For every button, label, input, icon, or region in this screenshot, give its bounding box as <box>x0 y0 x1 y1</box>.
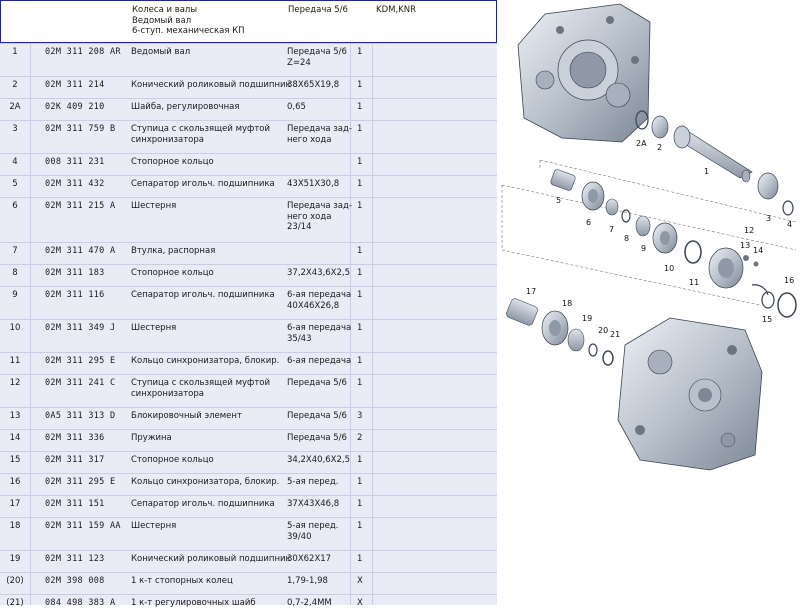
callout-label: 1 <box>704 167 710 176</box>
description-cell: Кольцо синхронизатора, блокир. <box>131 356 280 366</box>
note-cell: 30X62X17 <box>287 554 332 564</box>
part-number-cell: 02M 398 008 <box>45 576 105 586</box>
position-cell: 4 <box>12 157 18 167</box>
sleeve-icon <box>758 173 778 199</box>
header-description <box>132 5 245 37</box>
quantity-cell: 1 <box>357 47 363 57</box>
table-row <box>0 175 497 197</box>
description-cell: Сепаратор игольч. подшипника <box>131 290 275 300</box>
position-cell: (21) <box>6 598 24 608</box>
part-number-cell: 02M 311 470 A <box>45 246 116 256</box>
header-model: KDM,KNR <box>376 5 416 15</box>
lower-housing <box>618 318 762 470</box>
table-row <box>0 98 497 120</box>
table-row <box>0 451 497 473</box>
table-row <box>0 153 497 175</box>
quantity-cell: 1 <box>357 268 363 278</box>
position-cell: 8 <box>12 268 18 278</box>
callout-label: 18 <box>562 299 573 308</box>
quantity-cell: 1 <box>357 124 363 134</box>
part-number-cell: 02M 311 116 <box>45 290 105 300</box>
table-row <box>0 594 497 616</box>
table-row <box>0 572 497 594</box>
exploded-view-diagram <box>500 0 800 605</box>
quantity-cell: 1 <box>357 554 363 564</box>
callout-label: 4 <box>787 220 793 229</box>
table-row <box>0 495 497 517</box>
position-cell: 6 <box>12 201 18 211</box>
position-cell: 9 <box>12 290 18 300</box>
note-cell: Передача 5/6 <box>287 433 347 443</box>
quantity-cell: 2 <box>357 433 363 443</box>
position-cell: 19 <box>9 554 21 564</box>
bearing-icon <box>652 116 668 138</box>
callout-label: 15 <box>762 315 773 324</box>
note-cell: 5-ая перед. 39/40 <box>287 521 339 542</box>
note-cell: Передача 5/6 <box>287 411 347 421</box>
part-number-cell: 02M 311 295 E <box>45 356 116 366</box>
table-row <box>0 242 497 264</box>
callout-label: 8 <box>624 234 630 243</box>
note-cell: 34,2X40,6X2,5 <box>287 455 351 465</box>
table-row <box>0 286 497 319</box>
part-number-cell: 02M 311 123 <box>45 554 105 564</box>
callout-label: 14 <box>753 246 764 255</box>
quantity-cell: 1 <box>357 179 363 189</box>
callout-label: 9 <box>641 244 647 253</box>
position-cell: 11 <box>9 356 21 366</box>
callout-label: 7 <box>609 225 615 234</box>
table-row <box>0 517 497 550</box>
note-cell: 6-ая передача 35/43 <box>287 323 352 344</box>
table-body <box>0 43 497 608</box>
callout-label: 10 <box>664 264 675 273</box>
part-number-cell: 02M 311 215 A <box>45 201 116 211</box>
callout-label: 16 <box>784 276 795 285</box>
table-row <box>0 429 497 451</box>
quantity-cell: 1 <box>357 102 363 112</box>
table-row <box>0 374 497 407</box>
header-line-1: Колеса и валы <box>132 5 198 15</box>
note-cell: Передача зад- него хода 23/14 <box>287 201 352 232</box>
description-cell: Стопорное кольцо <box>131 455 214 465</box>
description-cell: Кольцо синхронизатора, блокир. <box>131 477 280 487</box>
table-row <box>0 264 497 286</box>
part-number-cell: 02M 311 295 E <box>45 477 116 487</box>
output-shaft <box>674 126 752 182</box>
part-number-cell: 02M 311 317 <box>45 455 105 465</box>
position-cell: 13 <box>9 411 21 421</box>
description-cell: Конический роликовый подшипник <box>131 80 291 90</box>
part-number-cell: 02M 311 151 <box>45 499 105 509</box>
callout-label: 21 <box>610 330 621 339</box>
header-note: Передача 5/6 <box>288 5 348 15</box>
description-cell: Ведомый вал <box>131 47 191 57</box>
quantity-cell: 1 <box>357 201 363 211</box>
lower-parts <box>505 297 613 365</box>
position-cell: 2A <box>9 102 21 112</box>
position-cell: 7 <box>12 246 18 256</box>
note-cell: 0,7-2,4MM <box>287 598 332 608</box>
note-cell: Передача зад- него хода <box>287 124 352 145</box>
note-cell: 6-ая передача <box>287 356 352 366</box>
description-cell: Шестерня <box>131 201 177 211</box>
description-cell: 1 к-т регулировочных шайб <box>131 598 256 608</box>
note-cell: Передача 5/6 Z=24 <box>287 47 347 68</box>
part-number-cell: 0A5 311 313 D <box>45 411 116 421</box>
description-cell: Шестерня <box>131 323 177 333</box>
callout-label: 3 <box>766 214 772 223</box>
part-number-cell: 02M 311 241 C <box>45 378 116 388</box>
quantity-cell: 1 <box>357 290 363 300</box>
position-cell: 14 <box>9 433 21 443</box>
note-cell: Передача 5/6 <box>287 378 347 388</box>
description-cell: Шестерня <box>131 521 177 531</box>
header-line-2: Ведомый вал <box>132 15 192 26</box>
position-cell: 10 <box>9 323 21 333</box>
quantity-cell: X <box>357 598 363 608</box>
description-cell: Сепаратор игольч. подшипника <box>131 499 275 509</box>
table-row <box>0 407 497 429</box>
quantity-cell: 3 <box>357 411 363 421</box>
description-cell: 1 к-т стопорных колец <box>131 576 233 586</box>
note-cell: 43X51X30,8 <box>287 179 340 189</box>
callout-label: 5 <box>556 196 562 205</box>
part-number-cell: 02M 311 208 AR <box>45 47 121 57</box>
description-cell: Сепаратор игольч. подшипника <box>131 179 275 189</box>
quantity-cell: 1 <box>357 323 363 333</box>
callout-label: 11 <box>689 278 700 287</box>
table-row <box>0 197 497 242</box>
description-cell: Втулка, распорная <box>131 246 216 256</box>
quantity-cell: 1 <box>357 477 363 487</box>
callout-label: 19 <box>582 314 593 323</box>
position-cell: 18 <box>9 521 21 531</box>
callout-label: 20 <box>598 326 609 335</box>
part-number-cell: 008 311 231 <box>45 157 105 167</box>
description-cell: Стопорное кольцо <box>131 268 214 278</box>
part-number-cell: 02K 409 210 <box>45 102 105 112</box>
part-number-cell: 02M 311 214 <box>45 80 105 90</box>
note-cell: 38X65X19,8 <box>287 80 340 90</box>
callout-label: 2 <box>657 143 663 152</box>
table-row <box>0 120 497 153</box>
note-cell: 37,2X43,6X2,5 <box>287 268 351 278</box>
part-number-cell: 02M 311 336 <box>45 433 105 443</box>
position-cell: 15 <box>9 455 21 465</box>
note-cell: 0,65 <box>287 102 306 112</box>
table-row <box>0 550 497 572</box>
callout-label: 2A <box>636 139 647 148</box>
quantity-cell: 1 <box>357 455 363 465</box>
note-cell: 6-ая передача 40X46X26,8 <box>287 290 352 311</box>
table-row <box>0 319 497 352</box>
description-cell: Ступица с скользящей муфтой синхронизатора <box>131 378 271 399</box>
part-number-cell: 084 498 383 A <box>45 598 116 608</box>
part-number-cell: 02M 311 759 B <box>45 124 116 134</box>
callout-label: 12 <box>744 226 755 235</box>
quantity-cell: 1 <box>357 80 363 90</box>
quantity-cell: 1 <box>357 356 363 366</box>
description-cell: Пружина <box>131 433 172 443</box>
part-number-cell: 02M 311 432 <box>45 179 105 189</box>
circlip-icon <box>783 201 793 215</box>
callout-label: 6 <box>586 218 592 227</box>
quantity-cell: 1 <box>357 499 363 509</box>
table-row <box>0 352 497 374</box>
description-cell: Стопорное кольцо <box>131 157 214 167</box>
position-cell: 2 <box>12 80 18 90</box>
quantity-cell: 1 <box>357 521 363 531</box>
position-cell: 1 <box>12 47 18 57</box>
position-cell: 17 <box>9 499 21 509</box>
note-cell: 37X43X46,8 <box>287 499 340 509</box>
description-cell: Конический роликовый подшипник <box>131 554 291 564</box>
table-row <box>0 43 497 76</box>
table-row <box>0 473 497 495</box>
part-number-cell: 02M 311 183 <box>45 268 105 278</box>
note-cell: 5-ая перед. <box>287 477 339 487</box>
table-row <box>0 76 497 98</box>
note-cell: 1,79-1,98 <box>287 576 328 586</box>
callout-label: 13 <box>740 241 751 250</box>
position-cell: 5 <box>12 179 18 189</box>
position-cell: (20) <box>6 576 24 586</box>
quantity-cell: X <box>357 576 363 586</box>
quantity-cell: 1 <box>357 246 363 256</box>
quantity-cell: 1 <box>357 157 363 167</box>
upper-housing <box>518 4 650 142</box>
description-cell: Ступица с скользящей муфтой синхронизатора <box>131 124 271 145</box>
header-line-3: 6-ступ. механическая КП <box>132 26 245 36</box>
position-cell: 12 <box>9 378 21 388</box>
callout-label: 17 <box>526 287 537 296</box>
position-cell: 16 <box>9 477 21 487</box>
table-header <box>0 0 497 43</box>
description-cell: Блокировочный элемент <box>131 411 242 421</box>
part-number-cell: 02M 311 349 J <box>45 323 116 333</box>
quantity-cell: 1 <box>357 378 363 388</box>
description-cell: Шайба, регулировочная <box>131 102 240 112</box>
part-number-cell: 02M 311 159 AA <box>45 521 121 531</box>
position-cell: 3 <box>12 124 18 134</box>
